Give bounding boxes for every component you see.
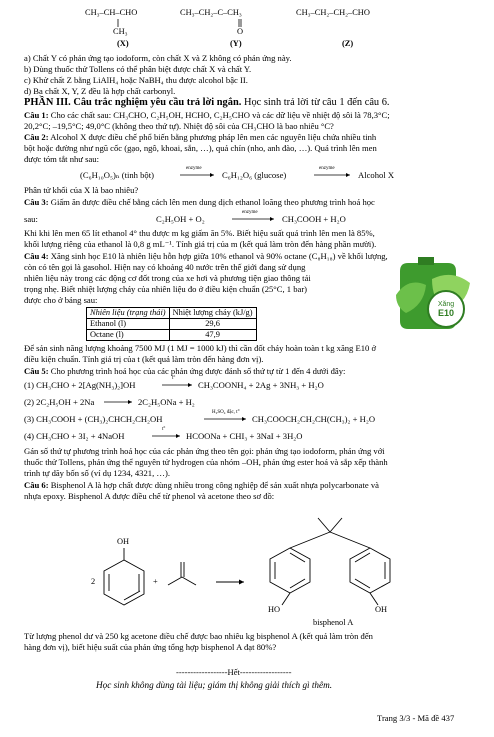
bpa-oh: OH (375, 605, 388, 614)
q3-label: Câu 3: (24, 197, 49, 207)
q5-eq4-temp: t° (162, 427, 166, 432)
q3-text-1: Giấm ăn được điều chế bằng cách lên men dung dịch ethanol loãng theo phương trình hoá học (50, 197, 375, 207)
compound-z-label: (Z) (342, 39, 354, 48)
e10-badge-top: Xăng (437, 301, 455, 308)
statement-a: a) Chất Y có phản ứng tạo iodoform, còn chất X và Z không có phản ứng này. (24, 53, 292, 63)
q5-eq2-right: 2C₂H₅ONa + H₂ (138, 397, 195, 407)
q5-eq4-left: (4) CH₃CHO + 3I₂ + 4NaOH (24, 431, 125, 441)
q2-label: Câu 2: (24, 132, 49, 142)
q4-label: Câu 4: (24, 251, 49, 261)
part3-title: PHẦN III. Câu trắc nghiệm yêu cầu trả lời ngắn. (24, 97, 242, 108)
q2-scheme-b: C₆H₁₂O₆ (glucose) (222, 170, 287, 180)
exam-note: Học sinh không dùng tài liệu; giám thị không giải thích gì thêm. (96, 680, 333, 690)
q6-text-1: Bisphenol A là hợp chất được dùng nhiều trong công nghiệp để sản xuất nhựa polycarbonate và (50, 480, 379, 490)
part3-subtitle: Học sinh trả lời từ câu 1 đến câu 6. (243, 97, 390, 108)
q4-text-1: Xăng sinh học E10 là nhiên liệu hỗn hợp giữa 10% ethanol và 90% octane (C₈H₁₈) về khối lượng, (50, 251, 388, 261)
plus-sign: + (153, 577, 158, 586)
page-footer: Trang 3/3 - Mã đề 437 (377, 713, 455, 723)
q6-line4: hàng đơn vị), biết hiệu suất của phản ứng tổng hợp bisphenol A đạt 80%? (24, 642, 277, 652)
q5-label: Câu 5: (24, 366, 49, 376)
statement-d: d) Ba chất X, Y, Z đều là hợp chất carbonyl. (24, 86, 176, 96)
q5-eq3-left: (3) CH₃COOH + (CH₃)₂CHCH₂CH₂OH (24, 414, 163, 424)
compound-y-oxygen: O (237, 27, 244, 36)
q5-eq3-right: CH₃COOCH₂CH₂CH(CH₃)₂ + H₂O (252, 414, 376, 424)
q3-enzyme: enzyme (242, 210, 258, 215)
fuel-col-header: Nhiên liệu (trạng thái) (87, 308, 170, 319)
q2-line2: bột hoặc đường như ngũ cốc (gạo, ngô, khoai, sắn, …), quả chín (nho, anh đào, …). Quá trình lên men (24, 143, 377, 153)
q4-line7: điều kiện chuẩn. Tính giá trị của t (kết quả làm tròn đến hàng đơn vị). (24, 354, 264, 364)
q1-text-1: Cho các chất sau: CH₃CHO, C₂H₅OH, HCHO, C₂H₅CHO và các dữ liệu về nhiệt độ sôi là 78,3°C; (50, 110, 390, 120)
q5-line4: trình tự dãy bốn số (ví dụ 1234, 4321, …). (24, 468, 170, 478)
q3-sau: sau: (24, 214, 38, 224)
e10-badge-bottom: E10 (437, 308, 455, 318)
heat-col-header: Nhiệt lượng cháy (kJ/g) (169, 308, 256, 319)
q5-eq1-right: CH₃COONH₄ + 2Ag + 3NH₃ + H₂O (198, 380, 324, 390)
q5-text-1: Cho phương trình hoá học của các phản ứng được đánh số thứ tự từ 1 đến 4 dưới đây: (50, 366, 346, 376)
q2-text-1: Alcohol X được điều chế phổ biến bằng phương pháp lên men các nguyên liệu chứa nhiều tinh (50, 132, 377, 142)
q4-line3: nhiên liệu này trong các động cơ đốt trong của xe hơi và phương tiện giao thông tải (24, 273, 311, 283)
q2-line3: được tóm tắt như sau: (24, 154, 99, 164)
compound-y-label: (Y) (230, 39, 242, 48)
q3-eq-left: C₂H₅OH + O₂ (156, 214, 205, 224)
q5-eq2-left: (2) 2C₂H₅OH + 2Na (24, 397, 95, 407)
q2-question: Phân tử khối của X là bao nhiêu? (24, 185, 139, 195)
fuel-heat: 47,9 (169, 330, 256, 341)
fuel-name: Ethanol (l) (87, 319, 170, 330)
q6-line2: nhựa epoxy. Bisphenol A được điều chế từ phenol và acetone theo sơ đồ: (24, 491, 275, 501)
q5-eq4-right: HCOONa + CHI₃ + 3NaI + 3H₂O (186, 431, 303, 441)
q4-line2: còn có tên gọi là gasohol. Hiện nay có khoảng 40 nước trên thế giới đang sử dụng (24, 262, 306, 272)
compound-x-branch: CH₃ (113, 27, 128, 36)
statement-c: c) Khử chất Z bằng LiAlH₄ hoặc NaBH₄ thu được alcohol bậc II. (24, 75, 248, 85)
bpa-name: bisphenol A (313, 618, 354, 627)
compound-x-label: (X) (117, 39, 129, 48)
q2-enzyme-1: enzyme (186, 166, 202, 171)
q5-line3: thuốc thử Tollens, phản ứng thể nguyên tử hydrogen của nhóm –OH, phản ứng ester hoá và sắp xếp thành (24, 457, 388, 467)
q5-eq1-temp: t° (172, 376, 176, 381)
q3-eq-right: CH₃COOH + H₂O (282, 214, 346, 224)
phenol-oh: OH (117, 537, 130, 546)
q3-line2: Khi khi lên men 65 lít ethanol 4° thu được m kg giấm ăn 5%. Biết hiệu suất quá trình lên men là 85%, (24, 228, 375, 238)
q4-line4: trọng nhẹ. Biết nhiệt lượng cháy của nhiên liệu đo ở điều kiện chuẩn (25°C, 1 bar) (24, 284, 308, 294)
fuel-name: Octane (l) (87, 330, 170, 341)
q4-line5: được cho ở bảng sau: (24, 295, 98, 305)
q2-scheme-c: Alcohol X (358, 170, 395, 180)
q5-line2: Gán số thứ tự phương trình hoá học của các phản ứng theo tên gọi: phản ứng tạo iodoform, phản ứng với (24, 446, 385, 456)
statement-b: b) Dùng thuốc thử Tollens có thể phân biệt được chất X và chất Y. (24, 64, 252, 74)
q4-line6: Để sản sinh năng lượng khoảng 7500 MJ (1 MJ = 1000 kJ) thì cần đốt cháy hoàn toàn t kg xăng E10 ở (24, 343, 377, 353)
q6-label: Câu 6: (24, 480, 49, 490)
compound-x-formula: CH₃–CH–CHO (85, 8, 138, 17)
compound-y-formula: CH₃–CH₂–C–CH₃ (180, 8, 242, 17)
end-marker: ------------------Hết------------------ (176, 667, 292, 677)
compound-z-formula: CH₃–CH₂–CH₂–CHO (296, 8, 370, 17)
phenol-coefficient: 2 (91, 577, 96, 586)
q2-enzyme-2: enzyme (319, 166, 335, 171)
q5-eq1-left: (1) CH₃CHO + 2[Ag(NH₃)₂]OH (24, 380, 136, 390)
bpa-ho: HO (268, 605, 281, 614)
q6-line3: Từ lượng phenol dư và 250 kg acetone điều chế được bao nhiêu kg bisphenol A (kết quả làm tròn đến (24, 631, 373, 641)
fuel-heat: 29,6 (169, 319, 256, 330)
q5-eq3-condition: H₂SO₄ đặc, t° (212, 410, 240, 415)
q1-line2: 20,2°C; –19,5°C; 49,0°C (không theo thứ tự). Nhiệt độ sôi của CH₃CHO là bao nhiêu °C? (24, 121, 334, 131)
q3-line3: khối lượng riêng của ethanol là 0,8 g mL⁻¹. Tính giá trị của m (kết quả làm tròn đến hàng phần mười). (24, 239, 377, 249)
q2-scheme-a: (C₆H₁₀O₅)ₙ (tinh bột) (80, 170, 154, 180)
q1-label: Câu 1: (24, 110, 49, 120)
